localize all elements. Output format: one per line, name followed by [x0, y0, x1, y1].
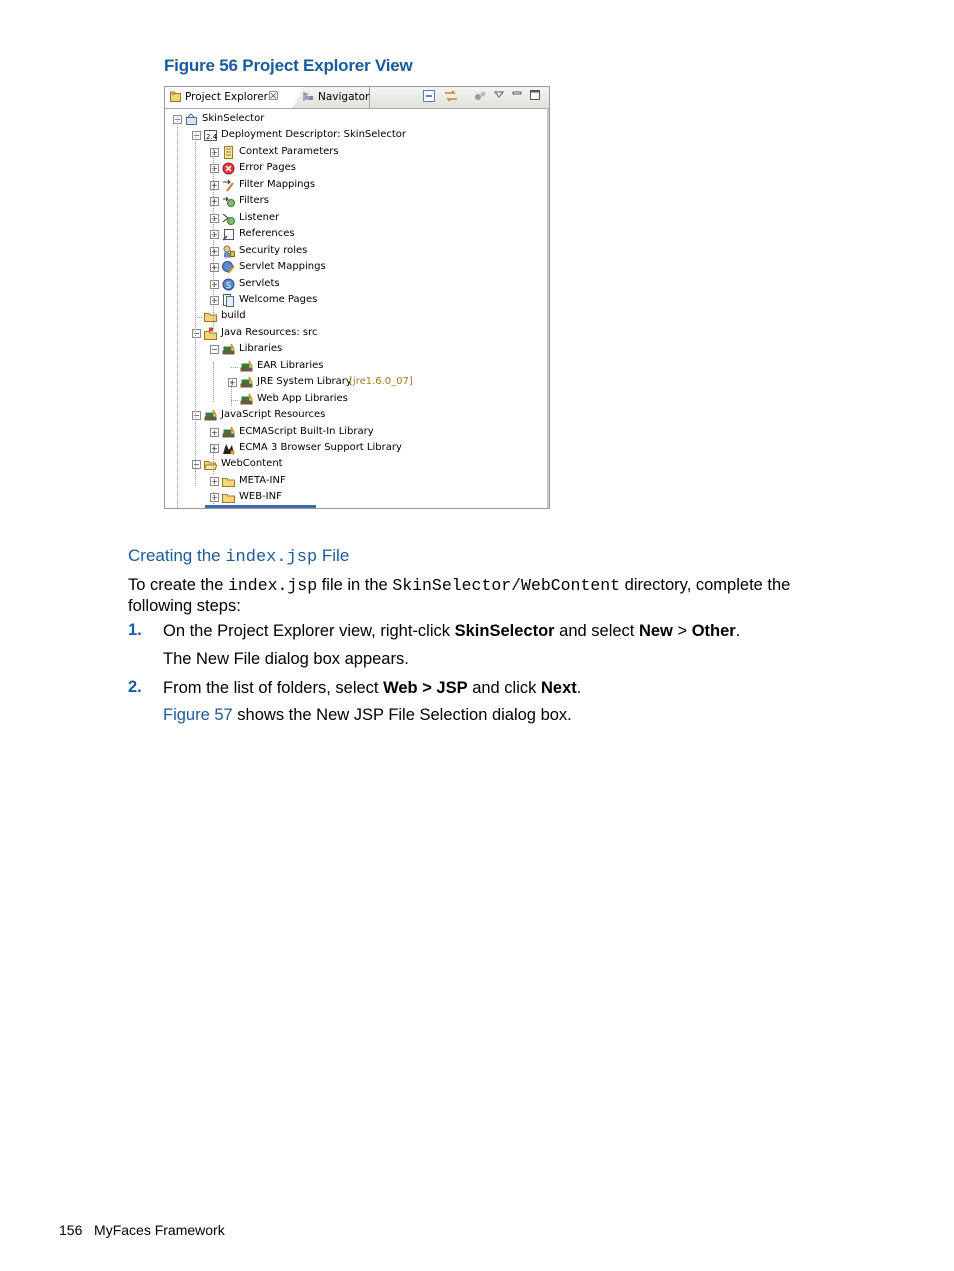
tree-item-label: Filters	[239, 195, 269, 207]
link-with-editor-icon[interactable]	[443, 89, 459, 105]
step-number: 2.	[128, 678, 142, 696]
tree-item-label: Deployment Descriptor: SkinSelector	[221, 129, 406, 141]
tree-item-label: Context Parameters	[239, 145, 339, 157]
folder-icon	[222, 475, 235, 488]
folder-open-icon	[204, 458, 217, 471]
tree-connector	[195, 317, 202, 318]
project-explorer-icon	[170, 91, 181, 102]
step-1-note: The New File dialog box appears.	[163, 650, 409, 668]
expand-icon[interactable]: +	[211, 427, 218, 437]
filter-mappings-icon	[222, 179, 235, 192]
tree-guide-line	[213, 149, 214, 329]
context-parameters-icon	[222, 146, 235, 159]
expand-icon[interactable]: +	[211, 246, 218, 256]
tree-item-label: Listener	[239, 211, 280, 223]
tree-border	[547, 109, 549, 508]
project-tree	[165, 109, 549, 508]
text: From the list of folders, select	[163, 679, 384, 697]
tree-item-label: Filter Mappings	[239, 178, 316, 190]
minimize-icon[interactable]	[509, 89, 525, 105]
library-icon	[204, 409, 217, 422]
heading-text: File	[317, 546, 350, 565]
svg-text:2.4: 2.4	[206, 133, 217, 142]
tree-guide-line	[213, 444, 214, 474]
text: >	[672, 622, 692, 640]
expand-icon[interactable]: +	[211, 230, 218, 240]
heading-code: index.jsp	[225, 548, 318, 567]
tree-guide-line	[177, 115, 178, 509]
java-resources-icon	[204, 327, 217, 340]
tree-item-label: build	[221, 310, 246, 322]
expand-icon[interactable]: +	[211, 147, 218, 157]
code: SkinSelector/WebContent	[392, 576, 621, 595]
tree-item-label: Security roles	[239, 244, 308, 256]
tree-connector	[231, 400, 238, 401]
tree-item-label: ECMA 3 Browser Support Library	[239, 442, 402, 453]
footer-title: MyFaces Framework	[94, 1222, 225, 1238]
tree-item-label: Java Resources: src	[221, 326, 318, 338]
project-icon	[185, 113, 198, 126]
text: On the Project Explorer view, right-click	[163, 622, 455, 640]
ui-term: New	[638, 622, 673, 640]
heading-text: Creating the	[128, 546, 226, 565]
ui-term: SkinSelector	[454, 622, 555, 640]
tree-item-label: ECMAScript Built-In Library	[239, 425, 374, 437]
text: shows the New JSP File Selection dialog box.	[232, 706, 572, 724]
library-icon	[222, 343, 235, 356]
svg-text:S: S	[226, 280, 232, 290]
text: and click	[467, 679, 541, 697]
folder-icon	[204, 310, 217, 323]
expand-icon[interactable]: +	[211, 493, 218, 503]
tree-item-label: Web App Libraries	[257, 392, 348, 404]
expand-icon[interactable]: +	[211, 164, 218, 174]
tab-label: Navigator	[318, 91, 370, 103]
expand-icon[interactable]: +	[211, 197, 218, 207]
servlets-icon	[222, 278, 235, 291]
step-number: 1.	[128, 621, 142, 639]
navigator-icon	[303, 91, 314, 102]
expand-icon[interactable]: +	[211, 180, 218, 190]
page-footer	[59, 1222, 225, 1238]
intro-paragraph	[128, 575, 848, 616]
tree-item-label: JRE System Library	[257, 376, 352, 388]
security-roles-icon	[222, 245, 235, 258]
view-menu-chevron-down-icon[interactable]	[491, 89, 507, 105]
expand-icon[interactable]: +	[211, 444, 218, 453]
ui-term: Web > JSP	[383, 679, 468, 697]
tree-guide-line	[231, 381, 232, 406]
text: following steps:	[128, 597, 241, 615]
tree-item-label: JavaScript Resources	[221, 409, 326, 421]
expand-icon[interactable]: +	[229, 378, 236, 388]
welcome-pages-icon	[222, 294, 235, 307]
tree-item-label: EAR Libraries	[257, 359, 324, 371]
tree-item-label: META-INF	[239, 474, 286, 486]
tree-item-label: Welcome Pages	[239, 293, 318, 305]
ui-term: Next	[540, 679, 577, 697]
section-heading	[128, 546, 349, 567]
tree-connector	[231, 367, 238, 368]
tree-item-label: SkinSelector	[202, 113, 265, 124]
collapse-icon[interactable]: −	[193, 131, 200, 141]
ui-term: Other	[691, 622, 736, 640]
tree-item-label: References	[239, 228, 295, 240]
browser-library-icon	[222, 442, 235, 455]
collapse-icon[interactable]: −	[174, 115, 181, 124]
filters-icon	[222, 195, 235, 208]
library-icon	[240, 393, 253, 406]
text: To create the	[128, 576, 228, 594]
expand-icon[interactable]: +	[211, 263, 218, 272]
step-1-text	[163, 621, 740, 641]
expand-icon[interactable]: +	[211, 476, 218, 486]
expand-icon[interactable]: +	[211, 279, 218, 289]
expand-icon[interactable]: +	[211, 295, 218, 305]
maximize-icon[interactable]	[527, 89, 543, 105]
error-pages-icon	[222, 162, 235, 175]
library-icon	[240, 376, 253, 389]
tree-guide-line	[213, 362, 214, 402]
project-explorer-screenshot	[164, 86, 550, 509]
figure-title: Figure 56 Project Explorer View	[164, 56, 413, 75]
step-2-text	[163, 678, 581, 698]
text: and select	[554, 622, 639, 640]
library-icon	[222, 426, 235, 439]
library-icon	[240, 360, 253, 373]
tree-item-label: WebContent	[221, 458, 283, 470]
tab-navigator[interactable]	[299, 87, 370, 108]
code: index.jsp	[227, 576, 318, 595]
servlet-mappings-icon	[222, 261, 235, 274]
references-icon	[222, 228, 235, 241]
collapse-icon[interactable]: −	[193, 460, 200, 470]
selection-highlight	[205, 505, 316, 508]
collapse-all-icon[interactable]	[421, 89, 437, 105]
step-2-note	[163, 705, 572, 725]
deployment-descriptor-icon	[204, 129, 217, 142]
tree-item-label: Servlet Mappings	[239, 261, 326, 272]
figure-57-link[interactable]: Figure 57	[163, 706, 233, 724]
text: .	[576, 679, 582, 697]
listener-icon	[222, 212, 235, 225]
text: file in the	[317, 576, 393, 594]
collapse-icon[interactable]: −	[193, 411, 200, 421]
tree-guide-line	[195, 131, 196, 486]
tree-item-label: Error Pages	[239, 162, 296, 174]
text: directory, complete the	[620, 576, 791, 594]
text: .	[735, 622, 741, 640]
collapse-icon[interactable]: −	[211, 345, 218, 355]
tree-item-label: Libraries	[239, 343, 283, 355]
folder-icon	[222, 491, 235, 504]
view-menu-filter-icon[interactable]	[472, 89, 488, 105]
tree-item-label: WEB-INF	[239, 491, 282, 503]
tab-label: Project Explorer	[185, 91, 268, 103]
page-number: 156	[59, 1222, 83, 1238]
view-tab-bar	[165, 87, 549, 109]
expand-icon[interactable]: +	[211, 213, 218, 223]
collapse-icon[interactable]: −	[193, 328, 200, 338]
close-icon[interactable]: ☒	[268, 89, 279, 103]
tree-item-decoration: [jre1.6.0_07]	[349, 376, 413, 388]
tree-item-label: Servlets	[239, 277, 280, 289]
tab-project-explorer[interactable]	[165, 87, 294, 108]
